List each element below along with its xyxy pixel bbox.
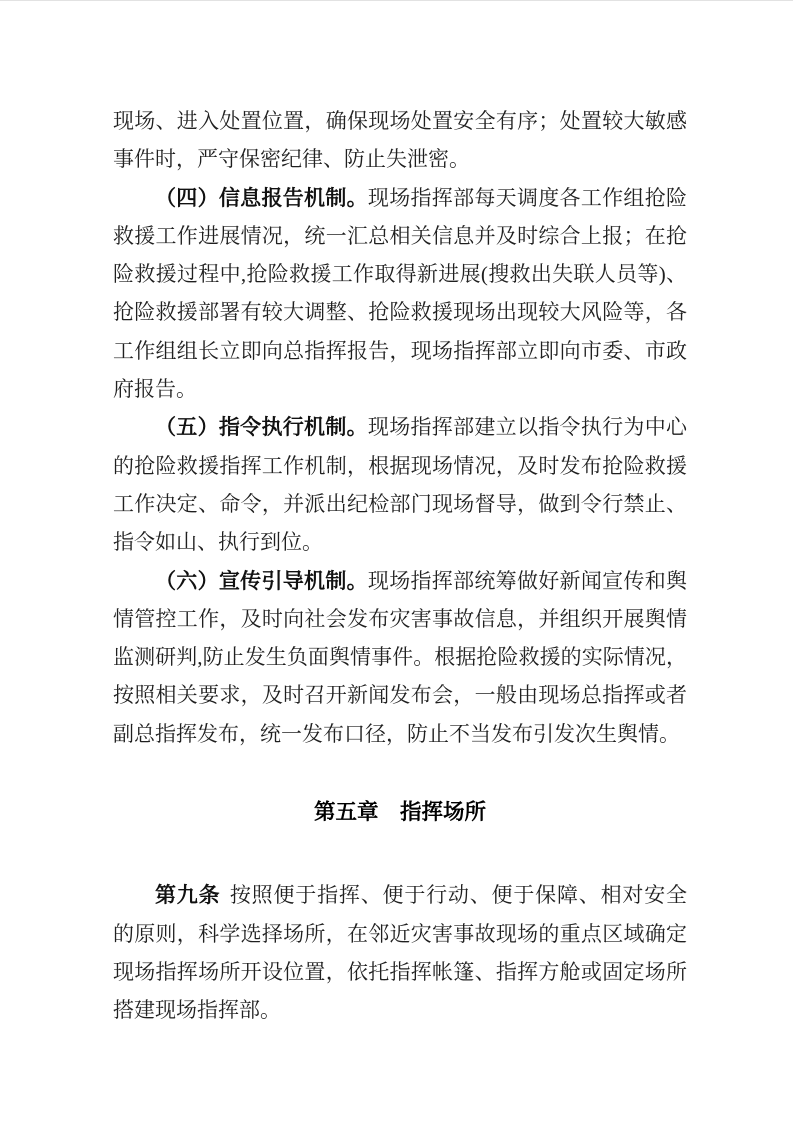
chapter-heading: 第五章 指挥场所: [313, 800, 486, 826]
paragraph-lead: （六）宣传引导机制。: [155, 568, 368, 593]
paragraph-item-5-order-execution: [113, 408, 687, 561]
article-text: 按照便于指挥、便于行动、便于保障、相对安全的原则，科学选择场所，在邻近灾害事故现场的重点区域确定现场指挥场所开设位置，依托指挥帐篷、指挥方舱或固定场所搭建现场指挥部。: [113, 883, 687, 1023]
paragraph-text: 现场指挥部统筹做好新闻宣传和舆情管控工作，及时向社会发布灾害事故信息，并组织开展舆情监测研判,防止发生负面舆情事件。根据抢险救援的实际情况，按照相关要求，及时召开新闻发布会，一般由现场总指挥或者副总指挥发布，统一发布口径，防止不当发布引发次生舆情。: [113, 568, 688, 746]
paragraph-text: 现场、进入处置位置，确保现场处置安全有序；处置较大敏感事件时，严守保密纪律、防止失泄密。: [113, 109, 687, 172]
article-number-lead: 第九条: [155, 883, 221, 908]
paragraph-lead: （四）信息报告机制。: [155, 185, 368, 210]
paragraph-item-4-info-reporting: [113, 179, 687, 409]
paragraph-text: 现场指挥部建立以指令执行为中心的抢险救援指挥工作机制，根据现场情况，及时发布抢险救援工作决定、命令，并派出纪检部门现场督导，做到令行禁止、指令如山、执行到位。: [113, 415, 688, 555]
paragraph-item-6-publicity-guidance: [113, 562, 687, 753]
paragraph-continuation: [113, 102, 687, 179]
paragraph-lead: （五）指令执行机制。: [155, 415, 368, 440]
page-content: [113, 102, 687, 1030]
paragraph-text: 现场指挥部每天调度各工作组抢险救援工作进展情况，统一汇总相关信息并及时综合上报；在抢险救援过程中,抢险救援工作取得新进展(搜救出失联人员等)、抢险救援部署有较大调整、抢险救援现场出现较大风险等，各工作组组长立即向总指挥报告，现场指挥部立即向市委、市政府报告。: [113, 185, 688, 402]
paragraph-article-9: [113, 876, 687, 1029]
